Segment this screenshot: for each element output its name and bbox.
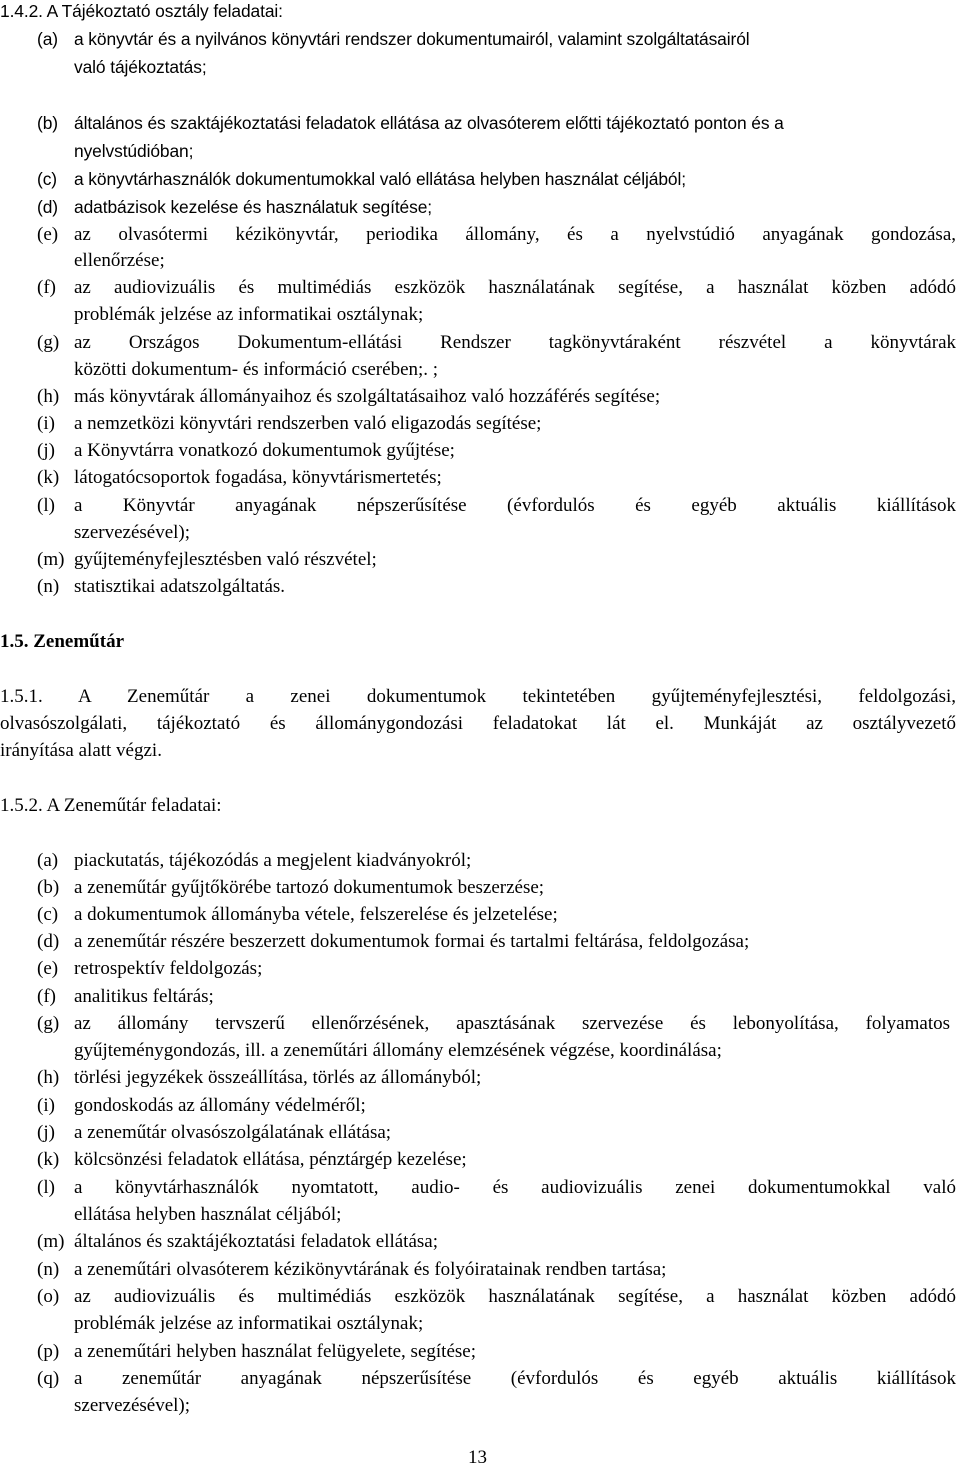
list-item-text: analitikus feltárás; <box>74 986 214 1007</box>
list-item-text: a Könyvtár anyagának népszerűsítése (évfordulós és egyéb aktuális kiállítások <box>74 495 956 516</box>
list-item-text: a zeneműtár részére beszerzett dokumentumok formai és tartalmi feltárása, feldolgozása; <box>74 931 750 952</box>
list-item-text: a könyvtárhasználók nyomtatott, audio- és audiovizuális zenei dokumentumokkal való <box>74 1177 956 1198</box>
list-label: (n) <box>37 576 60 597</box>
list-label: (a) <box>37 29 58 49</box>
list-item-text: problémák jelzése az informatikai osztálynak; <box>74 1313 424 1334</box>
list-item-text: a könyvtár és a nyilvános könyvtári rendszer dokumentumairól, valamint szolgáltatásairól <box>74 29 750 49</box>
list-label: (g) <box>37 332 60 353</box>
list-item-text: a zeneműtár anyagának népszerűsítése (évfordulós és egyéb aktuális kiállítások <box>74 1368 956 1389</box>
list-item-text: szervezésével); <box>74 1395 191 1416</box>
list-label: (l) <box>37 495 55 516</box>
list-item-text: retrospektív feldolgozás; <box>74 958 263 979</box>
paragraph-line: olvasószolgálati, tájékoztató és állománygondozási feladatokat lát el. Munkáját az osztályvezető <box>0 713 956 734</box>
list-item-text: a Könyvtárra vonatkozó dokumentumok gyűjtése; <box>74 440 455 461</box>
list-item-text: látogatócsoportok fogadása, könyvtárismertetés; <box>74 467 442 488</box>
list-label: (m) <box>37 549 65 570</box>
list-item-text: a zeneműtári olvasóterem kézikönyvtárának és folyóiratainak rendben tartása; <box>74 1259 667 1280</box>
list-item-text: gyűjteménygondozás, ill. a zeneműtári állomány elemzésének végzése, koordinálása; <box>74 1040 722 1061</box>
list-label: (b) <box>37 877 60 898</box>
list-item-text: a könyvtárhasználók dokumentumokkal való ellátása helyben használat céljából; <box>74 169 686 189</box>
list-item-text: a zeneműtár olvasószolgálatának ellátása; <box>74 1122 392 1143</box>
list-label: (j) <box>37 440 55 461</box>
list-label: (j) <box>37 1122 55 1143</box>
list-label: (m) <box>37 1231 65 1252</box>
list-label: (l) <box>37 1177 55 1198</box>
list-label: (o) <box>37 1286 60 1307</box>
list-item-text: közötti dokumentum- és információ cserében;. ; <box>74 359 439 380</box>
list-label: (f) <box>37 986 56 1007</box>
list-item-text: adatbázisok kezelése és használatuk segítése; <box>74 197 433 217</box>
list-item-text: a zeneműtári helyben használat felügyelete, segítése; <box>74 1341 476 1362</box>
list-label: (e) <box>37 224 59 245</box>
list-item-text: az audiovizuális és multimédiás eszközök használatának segítése, a használat közben adódó <box>74 1286 956 1307</box>
list-item-text: statisztikai adatszolgáltatás. <box>74 576 286 597</box>
list-label: (g) <box>37 1013 60 1034</box>
list-label: (h) <box>37 1067 60 1088</box>
list-label: (a) <box>37 850 59 871</box>
list-item-text: ellátása helyben használat céljából; <box>74 1204 342 1225</box>
list-label: (d) <box>37 197 58 217</box>
list-label: (i) <box>37 413 55 434</box>
list-label: (e) <box>37 958 59 979</box>
list-item-text: problémák jelzése az informatikai osztálynak; <box>74 304 424 325</box>
list-item-text: gondoskodás az állomány védelméről; <box>74 1095 366 1116</box>
list-item-text: való tájékoztatás; <box>74 57 207 77</box>
list-item-text: az Országos Dokumentum-ellátási Rendszer tagkönyvtáraként részvétel a könyvtárak <box>74 332 956 353</box>
section-heading-1-5-2: 1.5.2. A Zeneműtár feladatai: <box>0 795 222 816</box>
list-label: (b) <box>37 113 58 133</box>
list-label: (i) <box>37 1095 55 1116</box>
list-item-text: más könyvtárak állományaihoz és szolgáltatásaihoz való hozzáférés segítése; <box>74 386 661 407</box>
list-label: (h) <box>37 386 60 407</box>
list-item-text: a zeneműtár gyűjtőkörébe tartozó dokumentumok beszerzése; <box>74 877 545 898</box>
list-label: (k) <box>37 1149 60 1170</box>
list-item-text: ellenőrzése; <box>74 250 165 271</box>
list-item-text: gyűjteményfejlesztésben való részvétel; <box>74 549 377 570</box>
list-item-text: szervezésével); <box>74 522 191 543</box>
list-label: (f) <box>37 277 56 298</box>
list-item-text: általános és szaktájékoztatási feladatok ellátása az olvasóterem előtti tájékoztató ponton és a <box>74 113 784 133</box>
list-item-text: törlési jegyzékek összeállítása, törlés az állományból; <box>74 1067 482 1088</box>
list-item-text: általános és szaktájékoztatási feladatok ellátása; <box>74 1231 438 1252</box>
list-item-text: az audiovizuális és multimédiás eszközök használatának segítése, a használat közben adódó <box>74 277 956 298</box>
list-item-text: a dokumentumok állományba vétele, felszerelése és jelzetelése; <box>74 904 558 925</box>
page-number: 13 <box>468 1447 487 1468</box>
list-item-text: kölcsönzési feladatok ellátása, pénztárgép kezelése; <box>74 1149 467 1170</box>
list-label: (p) <box>37 1341 60 1362</box>
list-label: (d) <box>37 931 60 952</box>
list-label: (c) <box>37 904 59 925</box>
section-heading-1-5: 1.5. Zeneműtár <box>0 631 125 652</box>
list-item-text: az olvasótermi kézikönyvtár, periodika állomány, és a nyelvstúdió anyagának gondozása, <box>74 224 956 245</box>
list-item-text: az állomány tervszerű ellenőrzésének, apasztásának szervezése és lebonyolítása, folyamatos <box>74 1013 950 1034</box>
list-label: (n) <box>37 1259 60 1280</box>
list-item-text: piackutatás, tájékozódás a megjelent kiadványokról; <box>74 850 472 871</box>
list-label: (k) <box>37 467 60 488</box>
list-label: (q) <box>37 1368 60 1389</box>
list-item-text: nyelvstúdióban; <box>74 141 194 161</box>
paragraph-line: irányítása alatt végzi. <box>0 740 162 761</box>
list-label: (c) <box>37 169 57 189</box>
paragraph-line: 1.5.1. A Zeneműtár a zenei dokumentumok tekintetében gyűjteményfejlesztési, feldolgozási, <box>0 686 956 707</box>
section-heading-1-4-2: 1.4.2. A Tájékoztató osztály feladatai: <box>0 1 283 21</box>
list-item-text: a nemzetközi könyvtári rendszerben való eligazodás segítése; <box>74 413 542 434</box>
